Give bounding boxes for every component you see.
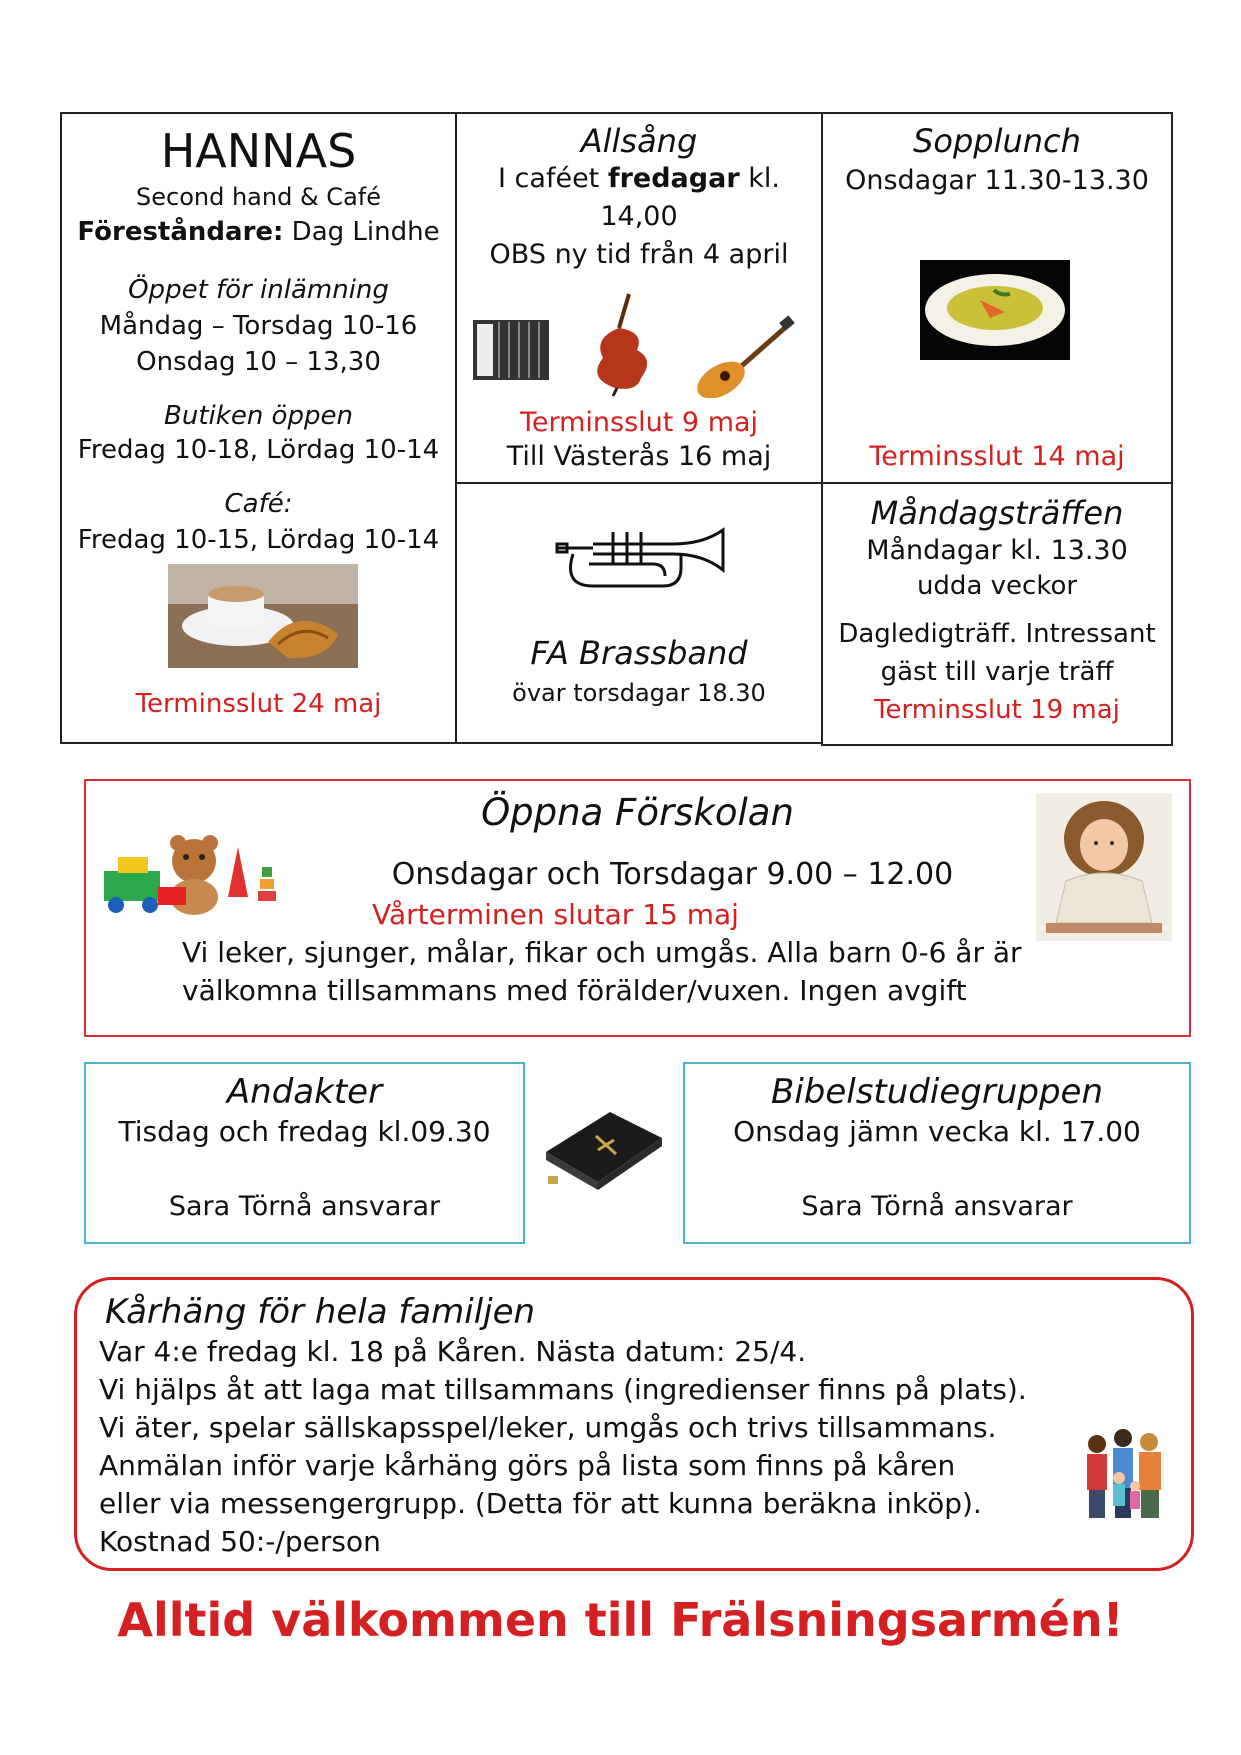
bibelstudie-title: Bibelstudiegruppen	[771, 1072, 1103, 1112]
karhang-line3: Vi äter, spelar sällskapsspel/leker, umgås och trivs tillsammans.	[99, 1411, 997, 1444]
intake-line2: Onsdag 10 – 13,30	[136, 347, 381, 377]
doll-image	[1036, 793, 1172, 941]
bible-image	[540, 1092, 668, 1196]
hannas-manager	[62, 216, 455, 249]
mandagstraffen-box	[821, 482, 1173, 746]
brassband-schedule: övar torsdagar 18.30	[512, 679, 766, 707]
footer-slogan: Alltid välkommen till Frälsningsarmén!	[117, 1593, 1124, 1647]
allsang-term-end: Terminsslut 9 maj	[519, 407, 759, 438]
allsang-line1-post: kl.	[739, 163, 780, 194]
karhang-line2: Vi hjälps åt att laga mat tillsammans (ingredienser finns på plats).	[99, 1373, 1027, 1406]
coffee-croissant-image	[168, 564, 358, 668]
family-image	[1079, 1426, 1175, 1522]
allsang-line2: 14,00	[600, 201, 678, 232]
intake-heading: Öppet för inlämning	[128, 275, 389, 305]
allsang-line1-bold: fredagar	[607, 163, 740, 194]
forskolan-desc1: Vi leker, sjunger, målar, fikar och umgås. Alla barn 0-6 år är	[182, 936, 1022, 969]
forskolan-desc2: välkomna tillsammans med förälder/vuxen. Ingen avgift	[182, 974, 967, 1007]
allsang-line1	[457, 162, 821, 196]
sopplunch-title: Sopplunch	[913, 122, 1081, 160]
andakter-schedule: Tisdag och fredag kl.09.30	[118, 1115, 491, 1148]
allsang-line1-pre: I caféet	[498, 163, 608, 194]
brassband-title: FA Brassband	[530, 634, 748, 672]
hannas-subtitle: Second hand & Café	[136, 183, 381, 211]
bibelstudie-box	[683, 1062, 1191, 1244]
forskolan-title: Öppna Förskolan	[481, 791, 794, 834]
hannas-box	[60, 112, 457, 744]
allsang-title: Allsång	[580, 122, 698, 160]
karhang-line1: Var 4:e fredag kl. 18 på Kåren. Nästa datum: 25/4.	[99, 1335, 807, 1368]
mandagstraffen-line2: udda veckor	[916, 571, 1078, 601]
cafe-heading: Café:	[224, 489, 293, 519]
mandagstraffen-desc2: gäst till varje träff	[880, 657, 1114, 687]
forskolan-term-end: Vårterminen slutar 15 maj	[372, 898, 739, 931]
mandagstraffen-term-end: Terminsslut 19 maj	[874, 695, 1120, 725]
brassband-box	[455, 482, 823, 744]
karhang-cost: Kostnad 50:-/person	[99, 1525, 381, 1558]
karhang-line5: eller via messengergrupp. (Detta för att kunna beräkna inköp).	[99, 1487, 982, 1520]
mandagstraffen-title: Måndagsträffen	[870, 494, 1124, 532]
sopplunch-schedule: Onsdagar 11.30-13.30	[845, 165, 1149, 196]
forskolan-schedule: Onsdagar och Torsdagar 9.00 – 12.00	[391, 857, 954, 892]
shop-line: Fredag 10-18, Lördag 10-14	[77, 435, 440, 465]
intake-line1: Måndag – Torsdag 10-16	[99, 311, 418, 341]
soup-image	[920, 260, 1070, 360]
karhang-box	[74, 1277, 1194, 1571]
karhang-title: Kårhäng för hela familjen	[105, 1292, 536, 1332]
bibelstudie-leader: Sara Törnå ansvarar	[801, 1191, 1073, 1222]
manager-name: Dag Lindhe	[283, 217, 440, 247]
allsang-line3: OBS ny tid från 4 april	[489, 239, 789, 270]
cafe-line: Fredag 10-15, Lördag 10-14	[77, 525, 440, 555]
mandagstraffen-line1: Måndagar kl. 13.30	[866, 535, 1128, 566]
hannas-term-end: Terminsslut 24 maj	[135, 689, 382, 719]
andakter-title: Andakter	[226, 1072, 383, 1112]
allsang-box	[455, 112, 823, 484]
manager-label: Föreståndare:	[77, 217, 284, 247]
sopplunch-box	[821, 112, 1173, 484]
andakter-leader: Sara Törnå ansvarar	[168, 1191, 441, 1222]
allsang-trip: Till Västerås 16 maj	[506, 441, 772, 472]
karhang-line4: Anmälan inför varje kårhäng görs på lista som finns på kåren	[99, 1449, 956, 1482]
shop-heading: Butiken öppen	[164, 401, 353, 431]
trumpet-image	[553, 524, 729, 598]
hannas-title: HANNAS	[160, 124, 357, 178]
sopplunch-term-end: Terminsslut 14 maj	[869, 441, 1125, 472]
instruments-image	[469, 288, 813, 398]
forskolan-box	[84, 779, 1191, 1037]
bibelstudie-schedule: Onsdag jämn vecka kl. 17.00	[733, 1115, 1141, 1148]
mandagstraffen-desc1: Dagledigträff. Intressant	[838, 619, 1156, 649]
andakter-box	[84, 1062, 525, 1244]
